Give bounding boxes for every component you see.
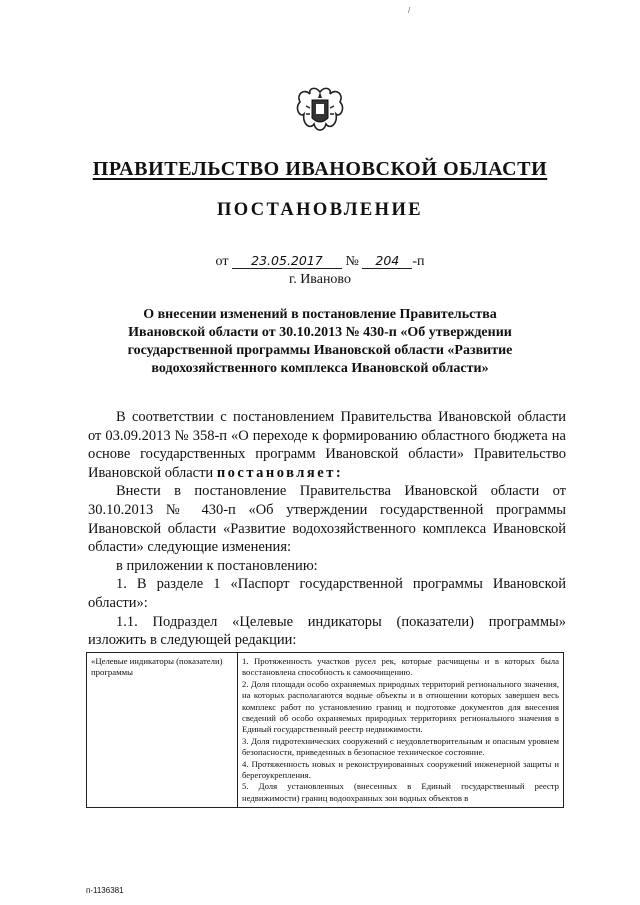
- indicator-item: 4. Протяженность новых и реконструированных сооружений инженерной защиты и берегоукрепления.: [242, 758, 559, 781]
- from-label: от: [215, 254, 229, 269]
- document-type: ПОСТАНОВЛЕНИЕ: [216, 200, 423, 220]
- date-number-line: [0, 254, 640, 270]
- document-number: 204: [362, 254, 412, 269]
- coat-of-arms-icon: [294, 84, 346, 136]
- resolves-verb: постановляет:: [216, 464, 344, 481]
- paragraph-appendix: в приложении к постановлению:: [116, 557, 318, 574]
- paragraph-section-1: 1. В разделе 1 «Паспорт государственной программы Ивановской области»:: [88, 576, 566, 611]
- number-label: №: [345, 254, 359, 269]
- indicators-table: [86, 652, 564, 808]
- document-date: 23.05.2017: [232, 254, 342, 269]
- paragraph-amend: Внести в постановление Правительства Ивановской области от 30.10.2013 № 430-п «Об утверждении государственной программы Ивановской области «Развитие водохозяйственного комплекса Ивановской области» следующие изменения:: [88, 483, 566, 556]
- paragraph-subsection-1-1: 1.1. Подраздел «Целевые индикаторы (показатели) программы» изложить в следующей редакции:: [88, 613, 566, 649]
- indicators-label: «Целевые индикаторы (показатели) программы: [87, 653, 238, 808]
- indicator-item: 3. Доля гидротехнических сооружений с неудовлетворительным и опасным уровнем безопасности, приведенных в безопасное техническое состояние.: [242, 735, 559, 758]
- indicator-item: 5. Доля установленных (внесенных в Единый государственный реестр недвижимости) границ водоохранных зон водных объектов в: [242, 781, 559, 803]
- government-title: ПРАВИТЕЛЬСТВО ИВАНОВСКОЙ ОБЛАСТИ: [92, 158, 548, 180]
- scan-speck: /: [408, 6, 411, 15]
- number-suffix: -п: [412, 254, 425, 269]
- table-row: [87, 653, 564, 808]
- paragraph-basis: В соответствии с постановлением Правительства Ивановской области от 03.09.2013 № 358-п «О переходе к формированию областного бюджета на основе государственных программ Ивановской области» Правительство Ивановской области постановляет:: [88, 409, 566, 481]
- city: г. Иваново: [289, 272, 351, 287]
- indicator-item: 2. Доля площади особо охраняемых природных территорий регионального значения, на которых располагаются водные объекты и в отношении которых завершен весь комплекс работ по установлению границ и подготовке документов для внесения сведений об особо охраняемых природных территориях регионального значения в Единый государственный реестр недвижимости.: [242, 678, 559, 735]
- body-text: [88, 408, 566, 650]
- indicators-content: [238, 653, 564, 808]
- indicator-item: 1. Протяженность участков русел рек, которые расчищены и в которых была восстановлена способность к самоочищению.: [242, 656, 559, 678]
- document-code: п-1136381: [86, 886, 124, 895]
- document-subject: О внесении изменений в постановление Правительства Ивановской области от 30.10.2013 № 430-п «Об утверждении государственной программы Ивановской области «Развитие водохозяйственного комплекса Ивановской области»: [127, 307, 513, 376]
